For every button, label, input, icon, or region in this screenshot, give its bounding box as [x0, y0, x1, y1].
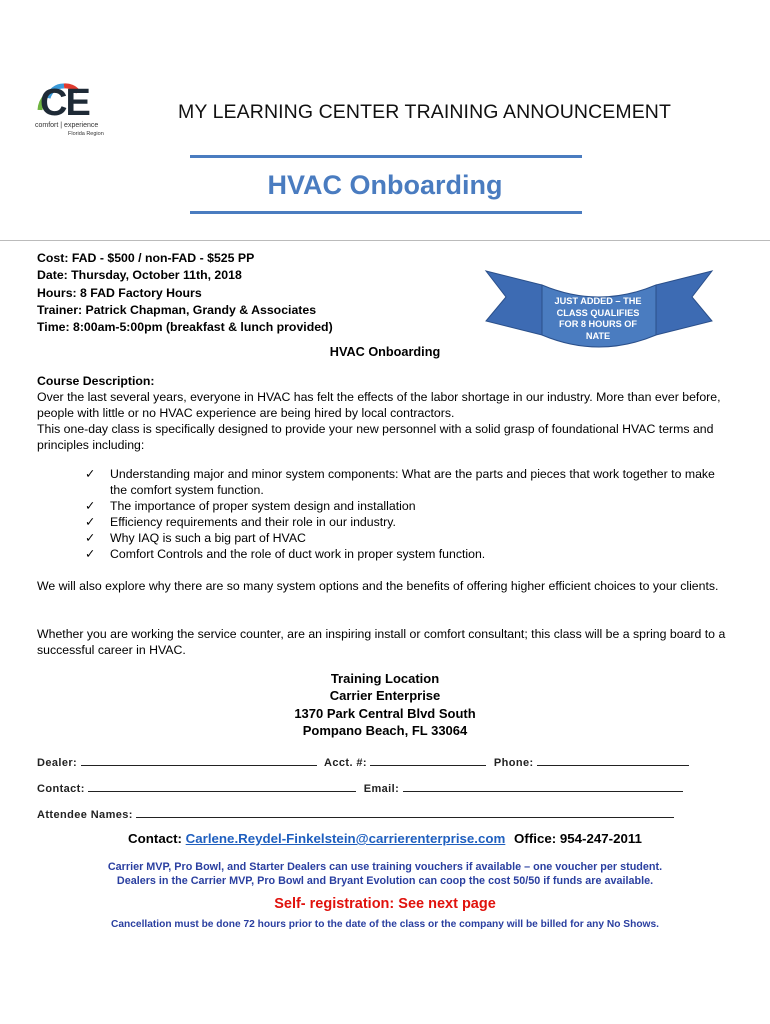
course-paragraph-1: Over the last several years, everyone in HVAC has felt the effects of the labor shortage in our industry. More than ever before, people with little or no HVAC experience are being hired by local contractors. — [37, 390, 721, 421]
checkmark-icon: ✓ — [85, 531, 96, 546]
cancellation-note: Cancellation must be done 72 hours prior to the date of the class or the company will be billed for any No Shows. — [111, 919, 659, 930]
contact-line-label: Contact: — [128, 831, 182, 846]
checkmark-icon: ✓ — [85, 515, 96, 530]
dealer-label: Dealer: — [37, 757, 78, 769]
logo-mark: CE — [40, 82, 89, 124]
cost-line: Cost: FAD - $500 / non-FAD - $525 PP — [37, 251, 255, 265]
checkmark-icon: ✓ — [85, 499, 96, 514]
contact-line — [0, 831, 770, 846]
course-description-label: Course Description: — [37, 374, 155, 388]
course-subtitle: HVAC Onboarding — [329, 345, 441, 359]
registration-row-2 — [37, 781, 683, 795]
registration-row-1 — [37, 755, 689, 769]
location-street: 1370 Park Central Blvd South — [294, 705, 476, 721]
time-line: Time: 8:00am-5:00pm (breakfast & lunch provided) — [37, 320, 333, 335]
logo-tagline: comfort | experience — [35, 122, 99, 129]
attendee-label: Attendee Names: — [37, 809, 133, 821]
list-item: ✓ Why IAQ is such a big part of HVAC — [85, 531, 306, 546]
list-item: ✓ Understanding major and minor system components: What are the parts and pieces that work together to make the comfort system function. — [85, 467, 715, 498]
registration-row-3 — [37, 807, 674, 821]
attendee-field[interactable] — [136, 807, 674, 818]
logo-region: Florida Region — [68, 131, 104, 137]
office-phone: Office: 954-247-2011 — [514, 831, 642, 846]
email-label: Email: — [363, 783, 400, 795]
phone-field[interactable] — [537, 755, 689, 766]
checkmark-icon: ✓ — [85, 547, 96, 562]
phone-label: Phone: — [493, 757, 534, 769]
checkmark-icon: ✓ — [85, 467, 96, 481]
training-location — [0, 670, 770, 739]
dealer-field[interactable] — [81, 755, 317, 766]
contact-label: Contact: — [37, 783, 85, 795]
class-details — [37, 250, 333, 336]
section-divider — [0, 240, 770, 241]
coop-note: Dealers in the Carrier MVP, Pro Bowl and Bryant Evolution can coop the cost 50/50 if funds are available. — [116, 875, 654, 887]
topic-checklist — [85, 466, 725, 563]
list-item: ✓ Comfort Controls and the role of duct work in proper system function. — [85, 547, 486, 562]
self-registration-note: Self- registration: See next page — [274, 896, 496, 912]
location-city: Pompano Beach, FL 33064 — [302, 722, 468, 738]
voucher-note: Carrier MVP, Pro Bowl, and Starter Dealers can use training vouchers if available – one voucher per student. — [107, 861, 663, 873]
email-field[interactable] — [403, 781, 683, 792]
course-paragraph-2: This one-day class is specifically designed to provide your new personnel with a solid grasp of foundational HVAC terms and principles including: — [37, 422, 714, 453]
location-heading: Training Location — [330, 671, 440, 686]
contact-email-link[interactable]: Carlene.Reydel-Finkelstein@carrierenterprise.com — [185, 831, 506, 846]
hours-line: Hours: 8 FAD Factory Hours — [37, 285, 202, 300]
announcement-heading: MY LEARNING CENTER TRAINING ANNOUNCEMENT — [178, 101, 672, 123]
course-paragraph-4: Whether you are working the service counter, are an inspiring install or comfort consultant; this class will be a spring board to a successful career in HVAC. — [37, 627, 726, 658]
page-title: HVAC Onboarding — [267, 170, 503, 200]
acct-label: Acct. #: — [324, 757, 367, 769]
date-line: Date: Thursday, October 11th, 2018 — [37, 268, 242, 283]
list-item: ✓ The importance of proper system design and installation — [85, 499, 416, 514]
location-company: Carrier Enterprise — [329, 688, 441, 704]
course-paragraph-3: We will also explore why there are so many system options and the benefits of offering higher efficient choices to your clients. — [37, 579, 719, 593]
contact-field[interactable] — [88, 781, 356, 792]
list-item: ✓ Efficiency requirements and their role in our industry. — [85, 515, 396, 530]
trainer-line: Trainer: Patrick Chapman, Grandy & Associates — [37, 302, 317, 317]
title-top-rule — [190, 155, 582, 158]
ribbon-text: JUST ADDED – THE CLASS QUALIFIES FOR 8 HOURS OF NATE — [554, 296, 642, 341]
title-bottom-rule — [190, 211, 582, 214]
acct-field[interactable] — [370, 755, 486, 766]
